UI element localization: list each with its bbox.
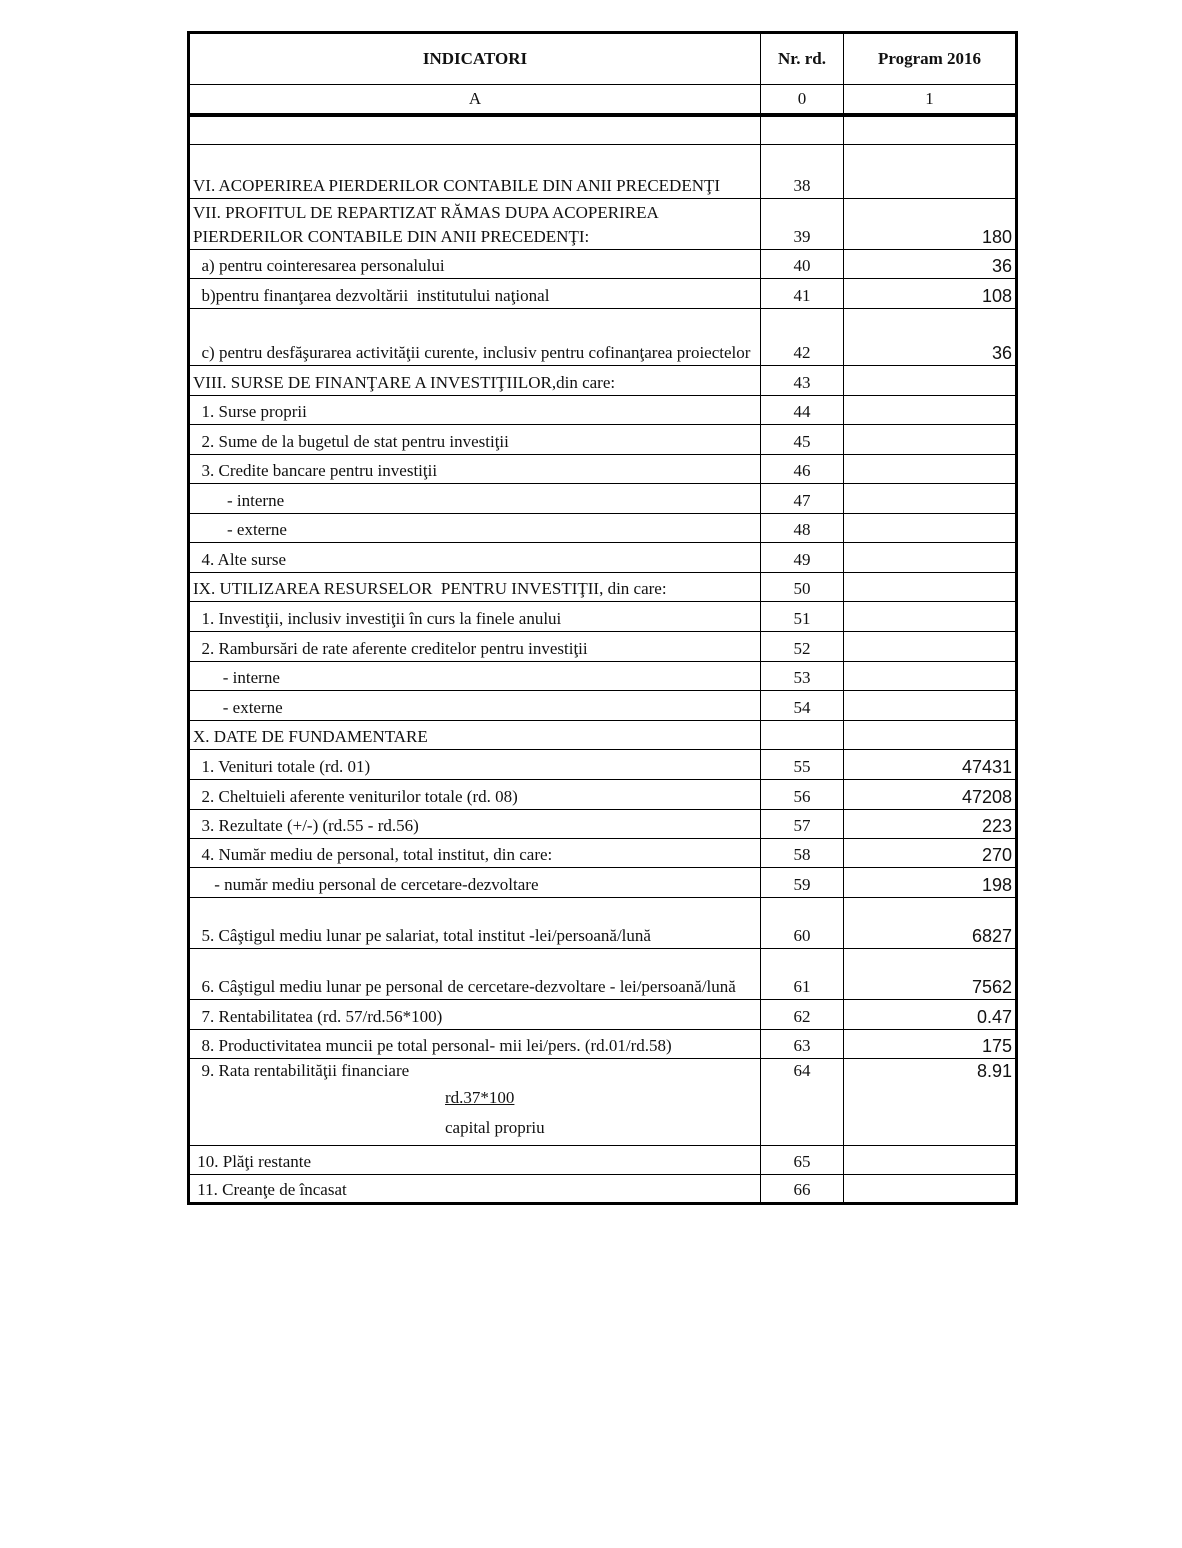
spacer-cell	[761, 115, 844, 145]
indicator-label: 4. Număr mediu de personal, total institut, din care:	[189, 839, 761, 868]
row-number: 43	[761, 366, 844, 396]
program-value	[844, 543, 1017, 573]
row-number: 53	[761, 662, 844, 691]
program-value	[844, 425, 1017, 455]
row-number: 65	[761, 1146, 844, 1175]
table-row	[189, 455, 1017, 484]
table-row	[189, 425, 1017, 455]
program-value	[844, 396, 1017, 425]
program-value: 270	[844, 839, 1017, 868]
indicator-label: 8. Productivitatea muncii pe total personal- mii lei/pers. (rd.01/rd.58)	[189, 1030, 761, 1059]
indicator-label: c) pentru desfăşurarea activităţii curente, inclusiv pentru cofinanţarea proiectelor	[189, 309, 761, 366]
program-value: 175	[844, 1030, 1017, 1059]
row-number: 46	[761, 455, 844, 484]
program-value	[844, 573, 1017, 602]
table-row	[189, 1059, 1017, 1146]
row-number: 49	[761, 543, 844, 573]
row-number: 52	[761, 632, 844, 662]
indicator-label: 4. Alte surse	[189, 543, 761, 573]
budget-table-page	[187, 31, 1015, 1205]
table-row	[189, 250, 1017, 279]
indicator-label: 11. Creanţe de încasat	[189, 1175, 761, 1204]
table-row	[189, 514, 1017, 543]
table-row	[189, 1000, 1017, 1030]
indicator-label: 1. Investiţii, inclusiv investiţii în curs la finele anului	[189, 602, 761, 632]
program-value	[844, 484, 1017, 514]
row-number: 59	[761, 868, 844, 898]
indicator-label: 2. Cheltuieli aferente veniturilor totale (rd. 08)	[189, 780, 761, 810]
indicator-label: 2. Rambursări de rate aferente creditelor pentru investiţii	[189, 632, 761, 662]
program-value	[844, 691, 1017, 721]
program-value	[844, 366, 1017, 396]
table-row	[189, 573, 1017, 602]
table-row	[189, 543, 1017, 573]
indicator-label: 3. Credite bancare pentru investiţii	[189, 455, 761, 484]
program-value	[844, 632, 1017, 662]
indicator-label: 3. Rezultate (+/-) (rd.55 - rd.56)	[189, 810, 761, 839]
table-row	[189, 484, 1017, 514]
indicator-label: - externe	[189, 514, 761, 543]
row-number: 55	[761, 750, 844, 780]
indicator-label: 2. Sume de la bugetul de stat pentru investiţii	[189, 425, 761, 455]
indicator-label: X. DATE DE FUNDAMENTARE	[189, 721, 761, 750]
header-col-1: 1	[844, 85, 1017, 116]
program-value: 36	[844, 309, 1017, 366]
row-number: 48	[761, 514, 844, 543]
formula-denominator: capital propriu	[445, 1118, 545, 1137]
program-value	[844, 662, 1017, 691]
row-number: 47	[761, 484, 844, 514]
table-row	[189, 309, 1017, 366]
indicator-label: VII. PROFITUL DE REPARTIZAT RĂMAS DUPA ACOPERIREA PIERDERILOR CONTABILE DIN ANII PRECEDENŢI:	[189, 199, 761, 250]
program-value	[844, 455, 1017, 484]
row-number: 58	[761, 839, 844, 868]
indicator-label: 10. Plăţi restante	[189, 1146, 761, 1175]
indicator-label: - interne	[189, 662, 761, 691]
table-row	[189, 1146, 1017, 1175]
program-value	[844, 721, 1017, 750]
table-row	[189, 810, 1017, 839]
program-value: 47431	[844, 750, 1017, 780]
table-row	[189, 839, 1017, 868]
indicator-label: - număr mediu personal de cercetare-dezvoltare	[189, 868, 761, 898]
row-number: 40	[761, 250, 844, 279]
program-value	[844, 1146, 1017, 1175]
row-number: 61	[761, 949, 844, 1000]
table-row	[189, 279, 1017, 309]
formula-numerator: rd.37*100	[445, 1088, 515, 1107]
table-row	[189, 662, 1017, 691]
row-number: 64	[761, 1059, 844, 1146]
row-number: 62	[761, 1000, 844, 1030]
indicator-label: - externe	[189, 691, 761, 721]
table-row	[189, 780, 1017, 810]
indicator-label: VIII. SURSE DE FINANŢARE A INVESTIŢIILOR,din care:	[189, 366, 761, 396]
table-row	[189, 868, 1017, 898]
table-row	[189, 1030, 1017, 1059]
program-value	[844, 602, 1017, 632]
row-number: 42	[761, 309, 844, 366]
program-value: 108	[844, 279, 1017, 309]
indicators-table	[187, 31, 1018, 1205]
table-row	[189, 721, 1017, 750]
indicator-label: 7. Rentabilitatea (rd. 57/rd.56*100)	[189, 1000, 761, 1030]
row-number: 41	[761, 279, 844, 309]
row-number: 45	[761, 425, 844, 455]
row-number	[761, 721, 844, 750]
row-number: 57	[761, 810, 844, 839]
indicator-label: 1. Surse proprii	[189, 396, 761, 425]
indicator-label: b)pentru finanţarea dezvoltării institutului naţional	[189, 279, 761, 309]
row-number: 51	[761, 602, 844, 632]
header-nr-rd: Nr. rd.	[761, 33, 844, 85]
program-value: 8.91	[844, 1059, 1017, 1146]
header-col-a: A	[189, 85, 761, 116]
table-row	[189, 691, 1017, 721]
header-indicatori: INDICATORI	[189, 33, 761, 85]
program-value: 7562	[844, 949, 1017, 1000]
indicator-label: 5. Câştigul mediu lunar pe salariat, total institut -lei/persoană/lună	[189, 898, 761, 949]
indicator-label: 1. Venituri totale (rd. 01)	[189, 750, 761, 780]
table-row	[189, 898, 1017, 949]
header-program: Program 2016	[844, 33, 1017, 85]
indicator-label-text: 9. Rata rentabilităţii financiare	[193, 1061, 410, 1080]
program-value: 47208	[844, 780, 1017, 810]
table-row	[189, 396, 1017, 425]
program-value	[844, 514, 1017, 543]
program-value: 180	[844, 199, 1017, 250]
spacer-cell	[844, 115, 1017, 145]
program-value: 198	[844, 868, 1017, 898]
spacer-cell	[189, 115, 761, 145]
header-col-0: 0	[761, 85, 844, 116]
table-row	[189, 199, 1017, 250]
table-row	[189, 750, 1017, 780]
row-number: 63	[761, 1030, 844, 1059]
table-row	[189, 145, 1017, 199]
row-number: 44	[761, 396, 844, 425]
row-number: 50	[761, 573, 844, 602]
indicator-label: VI. ACOPERIREA PIERDERILOR CONTABILE DIN ANII PRECEDENŢI	[189, 145, 761, 199]
row-number: 38	[761, 145, 844, 199]
row-number: 60	[761, 898, 844, 949]
indicator-label: - interne	[189, 484, 761, 514]
row-number: 56	[761, 780, 844, 810]
row-number: 39	[761, 199, 844, 250]
program-value: 223	[844, 810, 1017, 839]
program-value	[844, 145, 1017, 199]
program-value: 36	[844, 250, 1017, 279]
indicator-label: a) pentru cointeresarea personalului	[189, 250, 761, 279]
indicator-label: 6. Câştigul mediu lunar pe personal de cercetare-dezvoltare - lei/persoană/lună	[189, 949, 761, 1000]
indicator-label: IX. UTILIZAREA RESURSELOR PENTRU INVESTIŢII, din care:	[189, 573, 761, 602]
table-row	[189, 1175, 1017, 1204]
table-row	[189, 949, 1017, 1000]
table-row	[189, 602, 1017, 632]
row-number: 54	[761, 691, 844, 721]
indicator-label	[189, 1059, 761, 1146]
program-value	[844, 1175, 1017, 1204]
table-row	[189, 366, 1017, 396]
program-value: 6827	[844, 898, 1017, 949]
program-value: 0.47	[844, 1000, 1017, 1030]
row-number: 66	[761, 1175, 844, 1204]
table-row	[189, 632, 1017, 662]
